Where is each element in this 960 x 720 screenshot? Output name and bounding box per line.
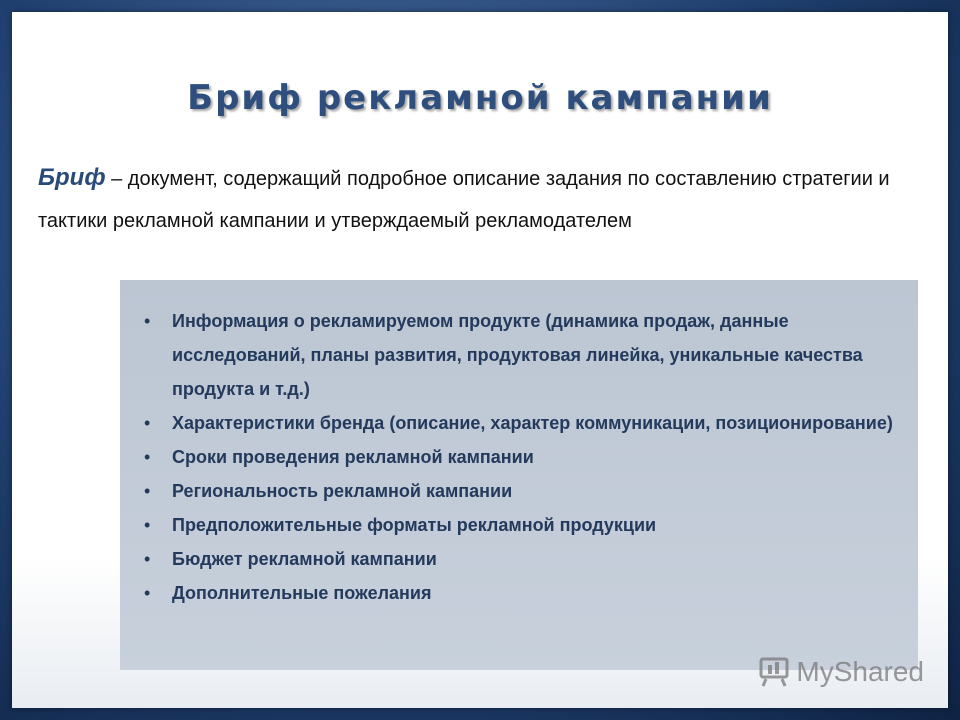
definition-term: Бриф: [38, 164, 106, 191]
watermark-text: MyShared: [796, 656, 924, 687]
list-item-label: Бюджет рекламной кампании: [172, 549, 437, 569]
definition-paragraph: [38, 157, 943, 242]
list-item-label: Предположительные форматы рекламной продукции: [172, 515, 657, 535]
list-item-label: Дополнительные пожелания: [172, 583, 432, 603]
bullet-icon: •: [144, 447, 151, 467]
list-item: [144, 474, 898, 508]
bullet-icon: •: [144, 311, 151, 331]
list-item: [144, 542, 898, 576]
definition-text: – документ, содержащий подробное описание задания по составлению стратегии и тактики рекламной кампании и утверждаемый рекламодателем: [38, 168, 890, 232]
bullet-list: [120, 280, 918, 610]
list-item-label: Характеристики бренда (описание, характер коммуникации, позиционирование): [172, 413, 893, 433]
list-item: [144, 576, 898, 610]
bullet-icon: •: [144, 413, 151, 433]
list-item: [144, 304, 898, 406]
list-item: [144, 440, 898, 474]
slide-title: Бриф рекламной кампании: [187, 78, 773, 118]
watermark-logo[interactable]: [758, 656, 924, 688]
bullet-icon: •: [144, 515, 151, 535]
list-item-label: Сроки проведения рекламной кампании: [172, 447, 534, 467]
bullet-panel: [120, 280, 918, 670]
list-item: [144, 406, 898, 440]
bullet-icon: •: [144, 583, 151, 603]
myshared-logo-icon: [758, 657, 792, 687]
list-item-label: Информация о рекламируемом продукте (динамика продаж, данные исследований, планы развития, продуктовая линейка, уникальные качества продукта и т.д.): [172, 311, 863, 399]
list-item-label: Региональность рекламной кампании: [172, 481, 513, 501]
bullet-icon: •: [144, 481, 151, 501]
list-item: [144, 508, 898, 542]
bullet-icon: •: [144, 549, 151, 569]
slide: [12, 12, 948, 708]
